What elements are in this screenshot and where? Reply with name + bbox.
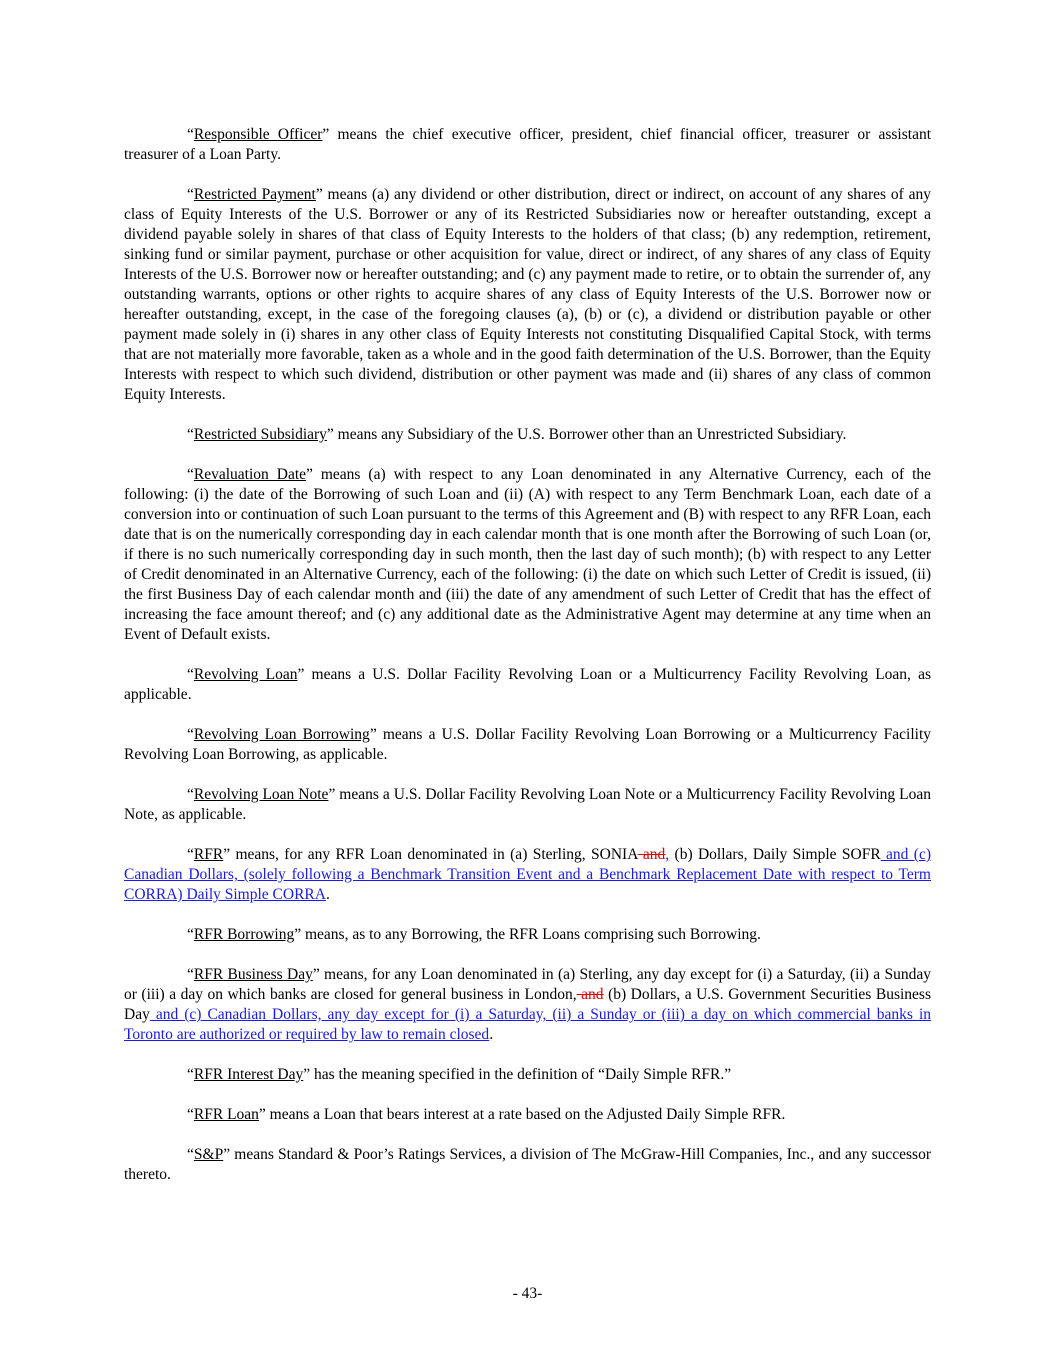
- page-number: - 43-: [512, 1285, 543, 1302]
- definition-text: ” means (a) any dividend or other distribution, direct or indirect, on account of any shares of any class of Equity Interests of the U.S. Borrower or any of its Restricted Subsidiaries now or hereafter outstanding, except a dividend payable solely in shares of that class of Equity Interests to the holders of that class; (b) any redemption, retirement, sinking fund or similar payment, purchase or other acquisition for value, direct or indirect, of any shares of any class of Equity Interests of the U.S. Borrower now or hereafter outstanding; and (c) any payment made to retire, or to obtain the surrender of, any outstanding warrants, options or other rights to acquire shares of any class of Equity Interests of the U.S. Borrower now or hereafter outstanding, except, in the case of the foregoing clauses (a), (b) or (c), a dividend or distribution payable or other payment made solely in (i) shares in any other class of Equity Interests not constituting Disqualified Capital Stock, with terms that are not materially more favorable, taken as a whole and in the good faith determination of the U.S. Borrower, than the Equity Interests with respect to which such dividend, distribution or other payment was made and (ii) shares of any class of common Equity Interests.: [124, 186, 931, 403]
- open-quote: “: [187, 1066, 194, 1083]
- defined-term: Revolving Loan Note: [193, 786, 329, 803]
- inserted-text: and (c) Canadian Dollars, any day except for (i) a Saturday, (ii) a Sunday or (iii) a day on which commercial banks in Toronto are authorized or required by law to remain closed: [124, 1006, 931, 1043]
- defined-term: Restricted Payment: [193, 186, 316, 203]
- open-quote: “: [187, 1146, 194, 1163]
- defined-term: S&P: [193, 1146, 224, 1163]
- definition-rfr-interest-day: [124, 1065, 931, 1085]
- definition-text: (b) Dollars, Daily Simple SOFR: [669, 846, 881, 863]
- definition-rfr-loan: [124, 1105, 931, 1125]
- definition-text: ” means (a) with respect to any Loan denominated in any Alternative Currency, each of the following: (i) the date of the Borrowing of such Loan and (ii) (A) with respect to any Term Benchmark Loan, each date of a conversion into or continuation of such Loan pursuant to the terms of this Agreement and (B) with respect to any RFR Loan, each date that is on the numerically corresponding day in each calendar month that is one month after the Borrowing of such Loan (or, if there is no such numerically corresponding day in such month, then the last day of such month); (b) with respect to any Letter of Credit denominated in an Alternative Currency, each of the following: (i) the date on which such Letter of Credit is issued, (ii) the first Business Day of each calendar month and (iii) the date of any amendment of such Letter of Credit that has the effect of increasing the face amount thereof; and (c) any additional date as the Administrative Agent may determine at any time when an Event of Default exists.: [124, 466, 932, 643]
- definition-text: ” means a U.S. Dollar Facility Revolving Loan Borrowing or a Multicurrency Facility Revolving Loan Borrowing, as applicable.: [124, 726, 932, 763]
- defined-term: Responsible Officer: [193, 126, 323, 143]
- definition-responsible-officer: [124, 125, 931, 165]
- open-quote: “: [187, 786, 194, 803]
- definition-text: ” means Standard & Poor’s Ratings Services, a division of The McGraw-Hill Companies, Inc., and any successor thereto.: [124, 1146, 931, 1183]
- definition-text: ” means a Loan that bears interest at a rate based on the Adjusted Daily Simple RFR.: [258, 1106, 786, 1123]
- definition-text: ” means the chief executive officer, president, chief financial officer, treasurer or assistant treasurer of a Loan Party.: [124, 126, 932, 163]
- open-quote: “: [187, 186, 194, 203]
- definition-text: ” has the meaning specified in the definition of “Daily Simple RFR.”: [303, 1066, 732, 1083]
- definition-text: ” means a U.S. Dollar Facility Revolving Loan Note or a Multicurrency Facility Revolving Loan Note, as applicable.: [124, 786, 931, 823]
- defined-term: RFR Interest Day: [193, 1066, 304, 1083]
- defined-term: Revolving Loan: [193, 666, 298, 683]
- definition-revaluation-date: [124, 465, 931, 645]
- defined-term: RFR Loan: [193, 1106, 259, 1123]
- definition-restricted-payment: [124, 185, 931, 405]
- inserted-text: and (c) Canadian Dollars, (solely following a Benchmark Transition Event and a Benchmark Replacement Date with respect to Term CORRA) Daily Simple CORRA: [124, 846, 931, 903]
- definition-rfr: [124, 845, 931, 905]
- definition-text: ” means, as to any Borrowing, the RFR Loans comprising such Borrowing.: [294, 926, 761, 943]
- open-quote: “: [187, 966, 194, 983]
- definition-restricted-subsidiary: [124, 425, 931, 445]
- defined-term: Revaluation Date: [193, 466, 307, 483]
- definition-text: (b) Dollars, a U.S. Government Securities Business Day: [124, 986, 931, 1023]
- definition-text: ” means any Subsidiary of the U.S. Borrower other than an Unrestricted Subsidiary.: [326, 426, 847, 443]
- open-quote: “: [187, 846, 194, 863]
- definition-text: ” means, for any RFR Loan denominated in (a) Sterling, SONIA: [223, 846, 638, 863]
- definition-sp: [124, 1145, 931, 1185]
- definition-revolving-loan-note: [124, 785, 931, 825]
- deleted-text: and: [637, 846, 666, 863]
- definition-rfr-borrowing: [124, 925, 931, 945]
- deleted-text: and: [576, 986, 604, 1003]
- open-quote: “: [187, 126, 194, 143]
- definitions-section: [124, 125, 931, 1205]
- inserted-text: ,: [665, 846, 670, 863]
- definition-text: ” means, for any Loan denominated in (a) Sterling, any day except for (i) a Saturday, (ii) a Sunday or (iii) a day on which banks are closed for general business in London,: [124, 966, 931, 1003]
- definition-text: .: [489, 1026, 494, 1043]
- definition-revolving-loan-borrowing: [124, 725, 931, 765]
- open-quote: “: [187, 466, 194, 483]
- definition-revolving-loan: [124, 665, 931, 705]
- open-quote: “: [187, 726, 194, 743]
- defined-term: RFR Borrowing: [193, 926, 295, 943]
- defined-term: RFR Business Day: [193, 966, 313, 983]
- defined-term: RFR: [193, 846, 224, 863]
- open-quote: “: [187, 426, 194, 443]
- open-quote: “: [187, 926, 194, 943]
- defined-term: Restricted Subsidiary: [193, 426, 327, 443]
- open-quote: “: [187, 666, 194, 683]
- definition-rfr-business-day: [124, 965, 931, 1045]
- definition-text: .: [325, 886, 330, 903]
- open-quote: “: [187, 1106, 194, 1123]
- defined-term: Revolving Loan Borrowing: [193, 726, 370, 743]
- definition-text: ” means a U.S. Dollar Facility Revolving Loan or a Multicurrency Facility Revolving Loan, as applicable.: [124, 666, 931, 703]
